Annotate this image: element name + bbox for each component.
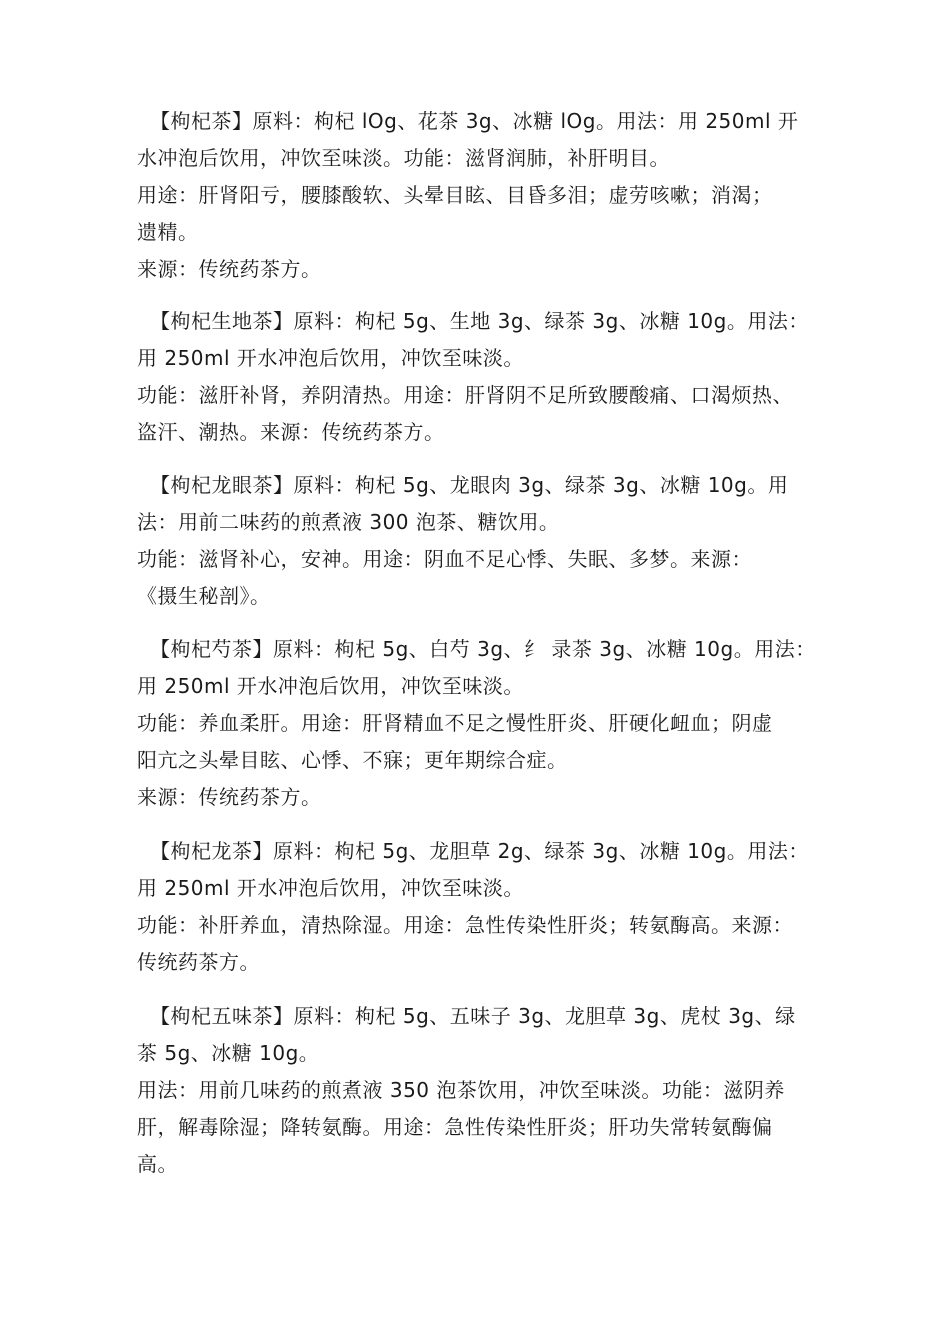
- recipe-line: 【枸杞龙眼茶】原料：枸杞 5g、龙眼肉 3g、绿茶 3g、冰糖 10g。用: [150, 473, 789, 497]
- recipe-line: 用法：用前几味药的煎煮液 350 泡茶饮用，冲饮至味淡。功能：滋阴养: [137, 1078, 785, 1102]
- recipe-line: 【枸杞生地茶】原料：枸杞 5g、生地 3g、绿茶 3g、冰糖 10g。用法：: [150, 309, 809, 333]
- recipe-line: 功能：滋肾补心，安神。用途：阴血不足心悸、失眠、多梦。来源：: [137, 547, 752, 571]
- recipe-line: 高。: [137, 1152, 178, 1176]
- recipe-line: 【枸杞龙茶】原料：枸杞 5g、龙胆草 2g、绿茶 3g、冰糖 10g。用法：: [150, 839, 809, 863]
- recipe-line: 功能：养血柔肝。用途：肝肾精血不足之慢性肝炎、肝硬化衄血；阴虚: [137, 711, 773, 735]
- recipe-line: 【枸杞茶】原料：枸杞 lOg、花茶 3g、冰糖 lOg。用法：用 250ml 开: [150, 109, 799, 133]
- recipe-line: 来源：传统药茶方。: [137, 785, 322, 809]
- recipe-line: 茶 5g、冰糖 10g。: [137, 1041, 320, 1065]
- recipe-line: 功能：滋肝补肾，养阴清热。用途：肝肾阴不足所致腰酸痛、口渴烦热、: [137, 383, 793, 407]
- recipe-line: 肝，解毒除湿；降转氨酶。用途：急性传染性肝炎；肝功失常转氨酶偏: [137, 1115, 773, 1139]
- recipe-line: 法：用前二味药的煎煮液 300 泡茶、糖饮用。: [137, 510, 560, 534]
- recipe-line: 【枸杞五味茶】原料：枸杞 5g、五味子 3g、龙胆草 3g、虎杖 3g、绿: [150, 1004, 796, 1028]
- recipe-line: 功能：补肝养血，清热除湿。用途：急性传染性肝炎；转氨酶高。来源：: [137, 913, 793, 937]
- recipe-line: 【枸杞芍茶】原料：枸杞 5g、白芍 3g、纟 录茶 3g、冰糖 10g。用法：: [150, 637, 816, 661]
- recipe-line: 阳亢之头晕目眩、心悸、不寐；更年期综合症。: [137, 748, 568, 772]
- recipe-line: 盗汗、潮热。来源：传统药茶方。: [137, 420, 445, 444]
- recipe-line: 用 250ml 开水冲泡后饮用，冲饮至味淡。: [137, 674, 524, 698]
- recipe-line: 用途：肝肾阳亏，腰膝酸软、头晕目眩、目昏多泪；虚劳咳嗽；消渴；: [137, 183, 773, 207]
- recipe-line: 传统药茶方。: [137, 950, 260, 974]
- recipe-line: 《摄生秘剖》。: [137, 584, 271, 608]
- recipe-line: 来源：传统药茶方。: [137, 257, 322, 281]
- recipe-line: 用 250ml 开水冲泡后饮用，冲饮至味淡。: [137, 346, 524, 370]
- recipe-line: 用 250ml 开水冲泡后饮用，冲饮至味淡。: [137, 876, 524, 900]
- recipe-line: 水冲泡后饮用，冲饮至味淡。功能：滋肾润肺，补肝明目。: [137, 146, 670, 170]
- recipe-line: 遗精。: [137, 220, 199, 244]
